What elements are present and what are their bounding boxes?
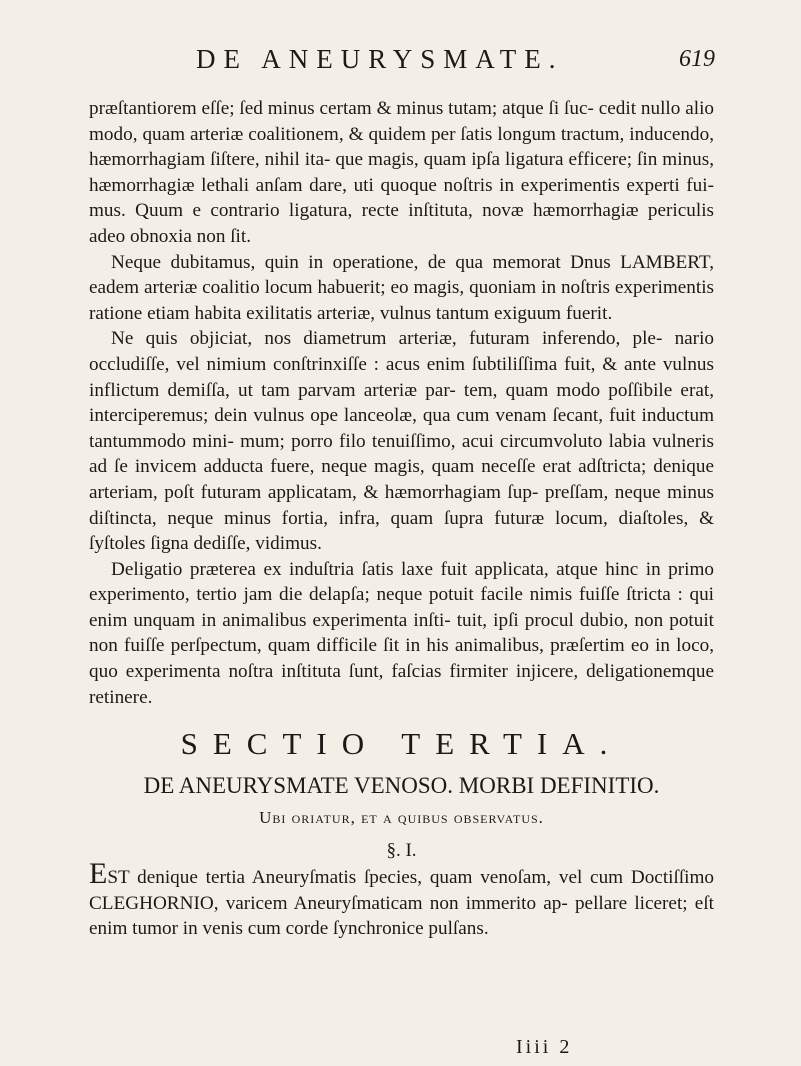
drop-cap: E — [89, 857, 108, 891]
running-title: DE ANEURYSMATE. — [196, 44, 564, 74]
paragraph-2: Neque dubitamus, quin in operatione, de qua memorat Dnus LAMBERT, eadem arteriæ coalitio locum habuerit; eo magis, quoniam in noſtris experimentis ratione etiam habita exilitatis arteriæ, vulnus tantum exiguum fuerit. — [89, 251, 714, 324]
final-paragraph — [89, 857, 714, 942]
paragraph-3: Ne quis objiciat, nos diametrum arteriæ, futuram inferendo, ple- nario occludiſſe, vel nimium conſtrinxiſſe : acus enim ſubtiliſſima fuit, & ante vulnus inflictum demiſſa, ut tam parvam arteriæ par- tem, quam modo poſſibile erat, interciperemus; dein vulnus ope lanceolæ, qua cum venam ſecant, fuit inductum tantummodo mini- mum; porro filo tenuiſſimo, acui circumvoluto labia vulneris ad ſe invicem adducta fuere, neque magis, quam neceſſe erat adſtricta; denique arteriam, poſt futuram applicatam, & hæmorrhagiam ſup- preſſam, neque minus diſtincta, neque minus fortia, infra, quam ſupra futuræ locum, diaſtoles, & ſyſtoles ſigna dediſſe, vidimus. — [89, 328, 714, 555]
page-body — [89, 96, 714, 942]
paragraph-4: Deligatio præterea ex induſtria ſatis laxe fuit applicata, atque hinc in primo experimento, tertio jam die delapſa; neque potuit facile nimis fuiſſe ſtricta : qui enim unquam in animalibus experimenta inſti- tuit, ipſi procul dubio, non potuit non fuiſſe perſpectum, quam difficile ſit in his animalibus, præſertim eo in loco, quo experimenta noſtra inſtituta ſunt, faſcias firmiter injicere, deligationemque retinere. — [89, 558, 714, 708]
section-title: SECTIO TERTIA. — [180, 726, 623, 762]
paragraph-1: præſtantiorem eſſe; ſed minus certam & minus tutam; atque ſi ſuc- cedit nullo alio modo, quam arteriæ coalitionem, & quidem per ſatis longum tractum, inducendo, hæmorrhagiam ſiſtere, nihil ita- que magis, quam ipſa ligatura efficere; ſin minus, hæmorrhagiæ lethali anſam dare, uti quoque noſtris in experimentis experti fui- mus. Quum e contrario ligatura, recte inſtituta, novæ hæmorrhagiæ periculis adeo obnoxia non ſit. — [89, 98, 714, 247]
signature-mark: Iiii 2 — [516, 1036, 573, 1058]
page-number: 619 — [679, 46, 715, 72]
running-head — [0, 44, 801, 84]
chapter-heading: DE ANEURYSMATE VENOSO. MORBI DEFINITIO. — [143, 773, 660, 799]
final-paragraph-text: ST denique tertia Aneuryſmatis ſpecies, quam venoſam, vel cum Doctiſſimo CLEGHORNIO, varicem Aneuryſmaticam non immerito ap- pellare liceret; eſt enim tumor in venis cum corde ſynchronice pulſans. — [89, 867, 714, 940]
paragraph-number: §. I. — [386, 840, 417, 862]
chapter-subheading: Ubi oriatur, et a quibus observatus. — [259, 808, 544, 828]
